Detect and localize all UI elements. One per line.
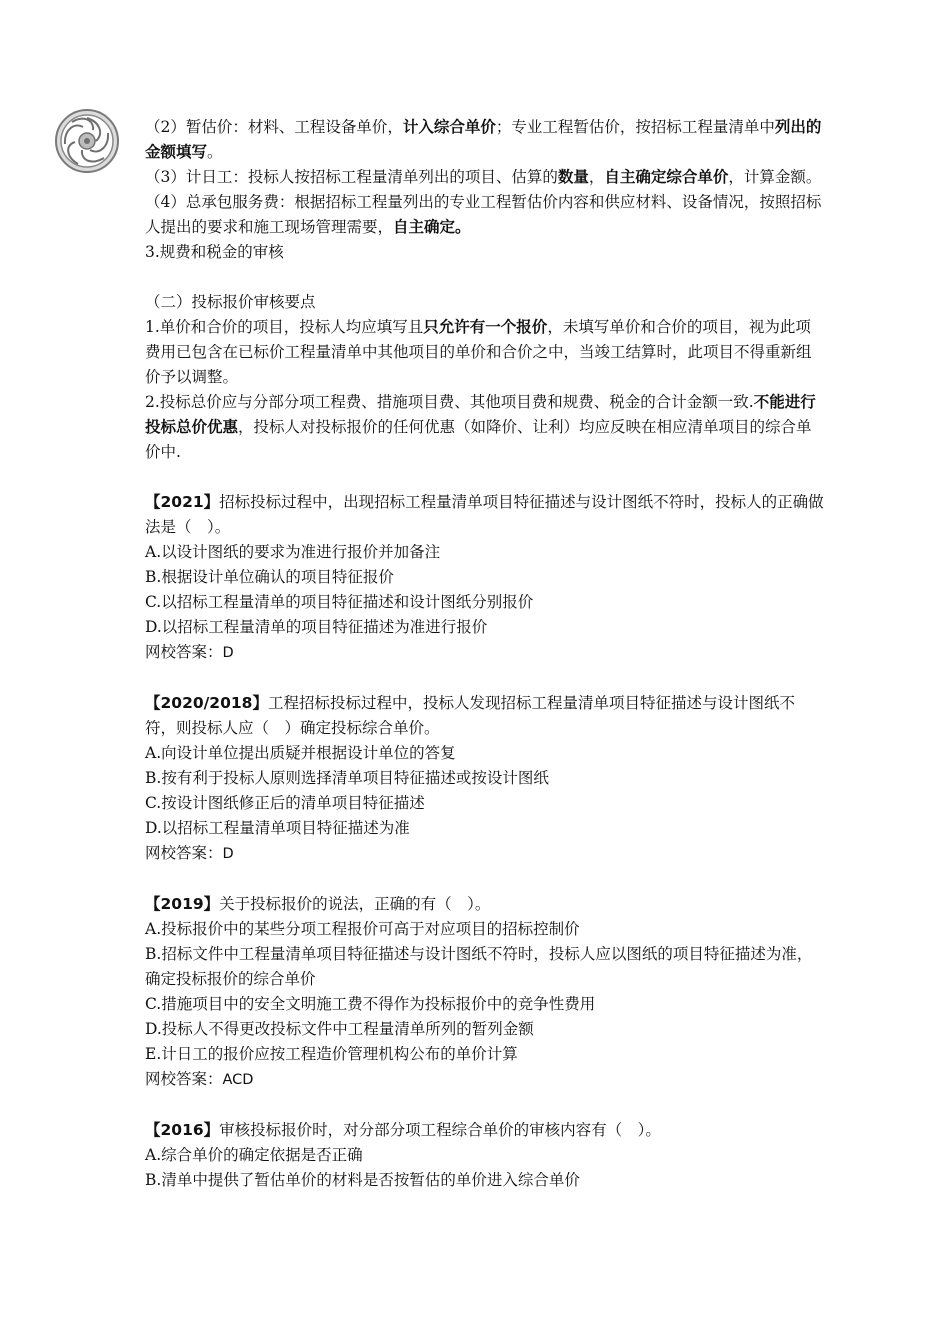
question-option: D.投标人不得更改投标文件中工程量清单所列的暂列金额	[145, 1020, 534, 1038]
text: ，未填写单价和合价的项目，视为此项费用已包含在已标价工程量清单中其他项目的单价和合价之中，当竣工结算时，此项目不得重新组价予以调整。	[145, 318, 812, 386]
question-option: C.按设计图纸修正后的清单项目特征描述	[145, 794, 425, 812]
note-item-5: 3.规费和税金的审核	[145, 243, 284, 261]
note-item-4	[145, 190, 825, 240]
text: 招标投标过程中，出现招标工程量清单项目特征描述与设计图纸不符时，投标人的正确做法是（ ）。	[145, 493, 824, 536]
question-option: E.计日工的报价应按工程造价管理机构公布的单价计算	[145, 1045, 518, 1063]
spiral-seal-icon	[54, 108, 120, 174]
question-option: A.投标报价中的某些分项工程报价可高于对应项目的招标控制价	[145, 920, 580, 938]
text: 2.投标总价应与分部分项工程费、措施项目费、其他项目费和规费、税金的合计金额一致.	[145, 393, 754, 411]
text: ，计算金额。	[728, 168, 822, 186]
bold-text: 只允许有一个报价	[423, 318, 548, 336]
bold-text: 数量	[557, 168, 589, 186]
question-stem	[145, 892, 825, 917]
text: 网校答案：	[145, 1070, 223, 1088]
answer-value: D	[222, 846, 234, 862]
question-year: 【2021】	[145, 493, 220, 511]
question-option: C.措施项目中的安全文明施工费不得作为投标报价中的竞争性费用	[145, 995, 596, 1013]
question-block	[145, 1118, 825, 1193]
text: ；专业工程暂估价，按招标工程量清单中	[495, 118, 775, 136]
question-answer	[145, 640, 825, 666]
text: （4）总承包服务费：根据招标工程量列出的专业工程暂估价内容和供应材料、设备情况，按照招标人提出的要求和施工现场管理需要，	[145, 193, 822, 236]
text: （3）计日工：投标人按招标工程量清单列出的项目、估算的	[145, 168, 558, 186]
question-option: A.以设计图纸的要求为准进行报价并加备注	[145, 543, 441, 561]
question-block	[145, 691, 825, 867]
bold-text: 自主确定综合单价	[604, 168, 729, 186]
question-block	[145, 892, 825, 1093]
answer-value: ACD	[222, 1072, 254, 1088]
question-stem	[145, 1118, 825, 1143]
text: ，投标人对投标报价的任何优惠（如降价、让利）均应反映在相应清单项目的综合单价中.	[145, 418, 812, 461]
text: ，	[588, 168, 605, 186]
text: 审核投标报价时，对分部分项工程综合单价的审核内容有（ ）。	[219, 1121, 661, 1139]
bold-text: 不能进行投标总价优惠	[145, 393, 816, 436]
bold-text: 自主确定。	[393, 218, 471, 236]
question-year: 【2019】	[145, 895, 220, 913]
answer-value: D	[222, 645, 234, 661]
note-item-2	[145, 115, 825, 165]
text: 。	[207, 143, 223, 161]
bold-text: 列出的金额填写	[145, 118, 822, 161]
question-year: 【2016】	[145, 1121, 220, 1139]
text: （2）暂估价：材料、工程设备单价，	[145, 118, 403, 136]
section-point-1	[145, 315, 825, 390]
text: 网校答案：	[145, 643, 223, 661]
text: 网校答案：	[145, 844, 223, 862]
question-option: B.清单中提供了暂估单价的材料是否按暂估的单价进入综合单价	[145, 1171, 580, 1189]
question-stem	[145, 691, 825, 741]
text: 关于投标报价的说法，正确的有（ ）。	[219, 895, 491, 913]
question-answer	[145, 1067, 825, 1093]
document-body	[145, 115, 825, 1193]
question-stem	[145, 490, 825, 540]
question-option: B.按有利于投标人原则选择清单项目特征描述或按设计图纸	[145, 769, 549, 787]
question-year: 【2020/2018】	[145, 694, 268, 712]
text: 1.单价和合价的项目，投标人均应填写且	[145, 318, 424, 336]
note-item-3	[145, 165, 825, 190]
section-point-2	[145, 390, 825, 465]
question-option: D.以招标工程量清单项目特征描述为准	[145, 819, 410, 837]
question-option: A.综合单价的确定依据是否正确	[145, 1146, 363, 1164]
question-option: D.以招标工程量清单的项目特征描述为准进行报价	[145, 618, 488, 636]
question-option: B.招标文件中工程量清单项目特征描述与设计图纸不符时，投标人应以图纸的项目特征描述为准，确定投标报价的综合单价	[145, 945, 813, 988]
bold-text: 计入综合单价	[402, 118, 496, 136]
question-option: A.向设计单位提出质疑并根据设计单位的答复	[145, 744, 456, 762]
question-option: B.根据设计单位确认的项目特征报价	[145, 568, 394, 586]
text: 工程招标投标过程中，投标人发现招标工程量清单项目特征描述与设计图纸不符，则投标人应（ ）确定投标综合单价。	[145, 694, 795, 737]
question-answer	[145, 841, 825, 867]
section-title: （二）投标报价审核要点	[145, 293, 316, 311]
question-option: C.以招标工程量清单的项目特征描述和设计图纸分别报价	[145, 593, 534, 611]
question-block	[145, 490, 825, 666]
